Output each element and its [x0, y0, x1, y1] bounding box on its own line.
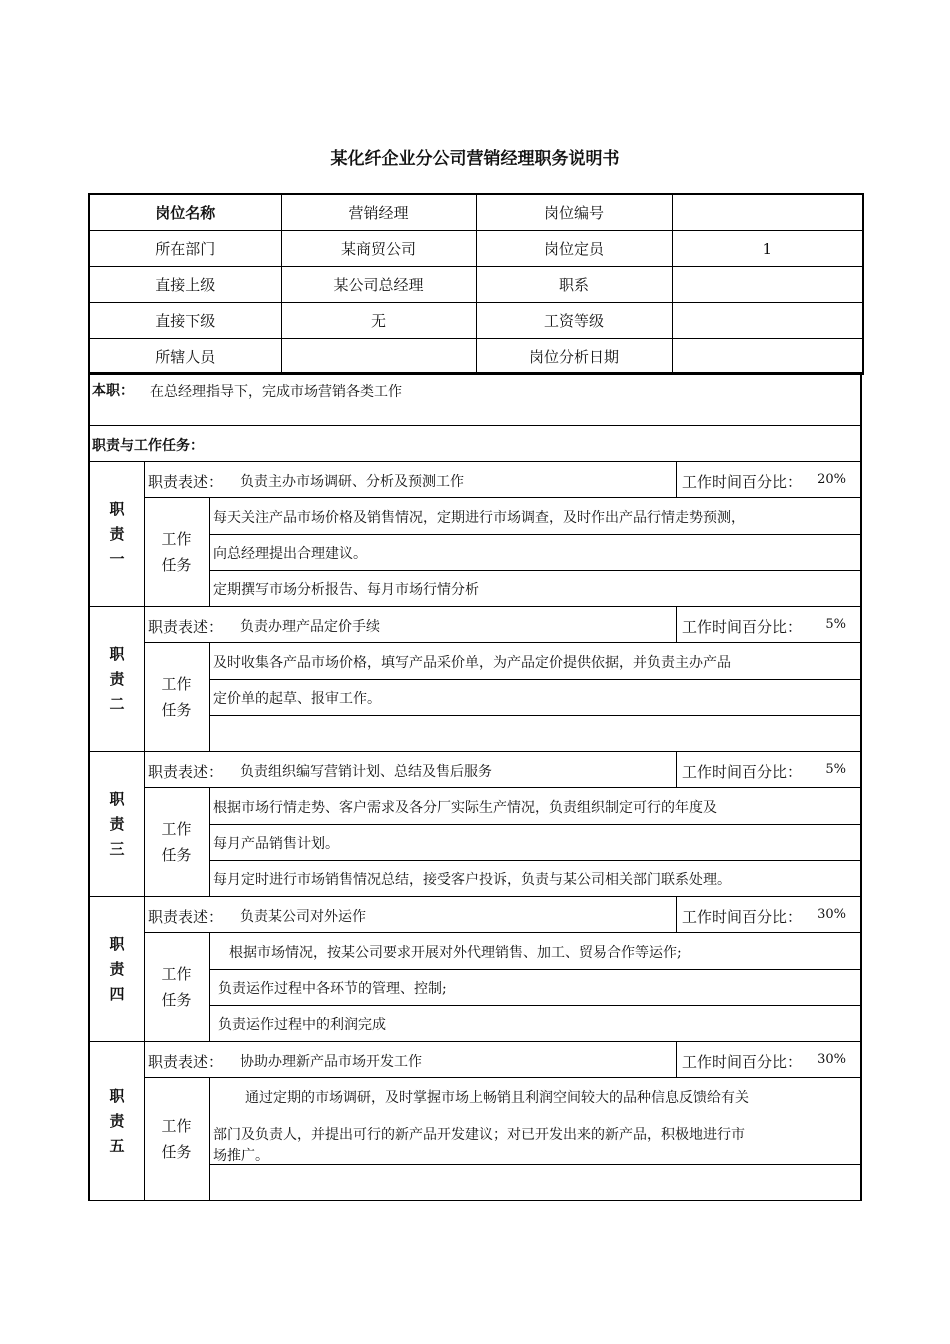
info-row [89, 303, 863, 339]
label-analysis-date: 岗位分析日期 [476, 339, 672, 375]
job-purpose-section [88, 372, 862, 426]
description-label: 职责表述： [148, 618, 224, 636]
task-text: 负责运作过程中各环节的管理、控制; [218, 981, 447, 997]
task-line [209, 824, 860, 861]
time-percent-cell [676, 462, 860, 497]
duty-name: 职责三 [109, 789, 125, 858]
info-row [89, 267, 863, 303]
info-row [89, 231, 863, 267]
duty-description-row [144, 462, 860, 498]
value-position-code [672, 194, 863, 231]
task-label: 工作任务 [161, 819, 192, 864]
task-line [209, 679, 860, 716]
description-label: 职责表述： [148, 1053, 224, 1071]
duty-side [90, 752, 145, 896]
task-text: 负责运作过程中的利润完成 [218, 1017, 386, 1033]
task-line [209, 498, 860, 535]
label-department: 所在部门 [89, 231, 281, 267]
task-line [209, 933, 860, 970]
duty-name: 职责五 [109, 1086, 125, 1155]
task-text: 及时收集各产品市场价格，填写产品采价单，为产品定价提供依据，并负责主办产品 [213, 655, 731, 671]
value-salary-grade [672, 303, 863, 339]
time-percent-label: 工作时间百分比： [682, 763, 803, 781]
job-purpose-label: 本职： [92, 383, 134, 399]
task-text: 定期撰写市场分析报告、每月市场行情分析 [213, 582, 479, 598]
description-label: 职责表述： [148, 763, 224, 781]
duty-description-row [144, 1042, 860, 1078]
task-text: 定价单的起草、报审工作。 [213, 691, 381, 707]
value-staff-governed [281, 339, 476, 375]
time-percent-cell [676, 1042, 860, 1077]
duty-side [90, 462, 145, 606]
task-text: 根据市场行情走势、客户需求及各分厂实际生产情况，负责组织制定可行的年度及 [213, 800, 717, 816]
task-label-cell [144, 1077, 210, 1200]
duty-block [88, 1042, 862, 1201]
label-position-code: 岗位编号 [476, 194, 672, 231]
description-text: 负责组织编写营销计划、总结及售后服务 [240, 764, 492, 780]
label-headcount: 岗位定员 [476, 231, 672, 267]
duty-name: 职责二 [109, 644, 125, 713]
value-headcount: 1 [672, 231, 863, 267]
duty-name: 职责一 [109, 499, 125, 568]
task-line [209, 788, 860, 825]
label-position-name: 岗位名称 [89, 194, 281, 231]
position-info-table [88, 193, 864, 375]
task-line [209, 1078, 860, 1114]
label-salary-grade: 工资等级 [476, 303, 672, 339]
time-percent-cell [676, 752, 860, 787]
task-line [209, 570, 860, 606]
duty-name: 职责四 [109, 934, 125, 1003]
task-label: 工作任务 [161, 529, 192, 574]
job-purpose-text: 在总经理指导下，完成市场营销各类工作 [150, 384, 402, 400]
duty-description-row [144, 897, 860, 933]
value-direct-subordinate: 无 [281, 303, 476, 339]
time-percent-label: 工作时间百分比： [682, 908, 803, 926]
description-text: 负责主办市场调研、分析及预测工作 [240, 474, 464, 490]
time-percent-label: 工作时间百分比： [682, 473, 803, 491]
value-department: 某商贸公司 [281, 231, 476, 267]
task-text: 向总经理提出合理建议。 [213, 546, 367, 562]
duty-side [90, 1042, 145, 1200]
task-text: 场推广。 [213, 1148, 269, 1164]
duty-side [90, 607, 145, 751]
label-direct-superior: 直接上级 [89, 267, 281, 303]
label-staff-governed: 所辖人员 [89, 339, 281, 375]
description-text: 负责某公司对外运作 [240, 909, 366, 925]
time-percent-cell [676, 897, 860, 932]
label-direct-subordinate: 直接下级 [89, 303, 281, 339]
task-label-cell [144, 497, 210, 606]
duty-side [90, 897, 145, 1041]
task-line [209, 860, 860, 896]
duty-description-row [144, 607, 860, 643]
task-line [209, 1005, 860, 1041]
description-label: 职责表述： [148, 908, 224, 926]
value-direct-superior: 某公司总经理 [281, 267, 476, 303]
duty-description-row [144, 752, 860, 788]
task-label-cell [144, 642, 210, 751]
time-percent-label: 工作时间百分比： [682, 618, 803, 636]
duty-block [88, 897, 862, 1042]
time-percent-label: 工作时间百分比： [682, 1053, 803, 1071]
task-text: 通过定期的市场调研，及时掌握市场上畅销且利润空间较大的品种信息反馈给有关 [245, 1090, 749, 1106]
info-row [89, 194, 863, 231]
value-analysis-date [672, 339, 863, 375]
time-percent-value: 30% [817, 1052, 846, 1067]
info-row [89, 339, 863, 375]
task-label: 工作任务 [161, 674, 192, 719]
task-label: 工作任务 [161, 964, 192, 1009]
task-text: 部门及负责人，并提出可行的新产品开发建议；对已开发出来的新产品，积极地进行市 [213, 1127, 745, 1143]
time-percent-cell [676, 607, 860, 642]
task-line [209, 1136, 860, 1165]
task-text: 每月定时进行市场销售情况总结，接受客户投诉，负责与某公司相关部门联系处理。 [213, 872, 731, 888]
task-line [209, 534, 860, 571]
time-percent-value: 5% [825, 617, 846, 632]
task-line [209, 643, 860, 680]
task-line [209, 715, 860, 751]
time-percent-value: 20% [817, 472, 846, 487]
document-title: 某化纤企业分公司营销经理职务说明书 [330, 149, 620, 169]
responsibilities-header [88, 426, 862, 462]
duty-block [88, 752, 862, 897]
duty-block [88, 607, 862, 752]
description-text: 协助办理新产品市场开发工作 [240, 1054, 422, 1070]
time-percent-value: 30% [817, 907, 846, 922]
task-text: 每天关注产品市场价格及销售情况，定期进行市场调查，及时作出产品行情走势预测， [213, 510, 745, 526]
task-label: 工作任务 [161, 1116, 192, 1161]
task-label-cell [144, 787, 210, 896]
task-text: 每月产品销售计划。 [213, 836, 339, 852]
value-job-family [672, 267, 863, 303]
task-line [209, 969, 860, 1006]
task-label-cell [144, 932, 210, 1041]
responsibilities-label: 职责与工作任务： [92, 438, 204, 454]
time-percent-value: 5% [825, 762, 846, 777]
value-position-name: 营销经理 [281, 194, 476, 231]
description-text: 负责办理产品定价手续 [240, 619, 380, 635]
label-job-family: 职系 [476, 267, 672, 303]
description-label: 职责表述： [148, 473, 224, 491]
task-text: 根据市场情况，按某公司要求开展对外代理销售、加工、贸易合作等运作; [229, 945, 682, 961]
duty-block [88, 462, 862, 607]
